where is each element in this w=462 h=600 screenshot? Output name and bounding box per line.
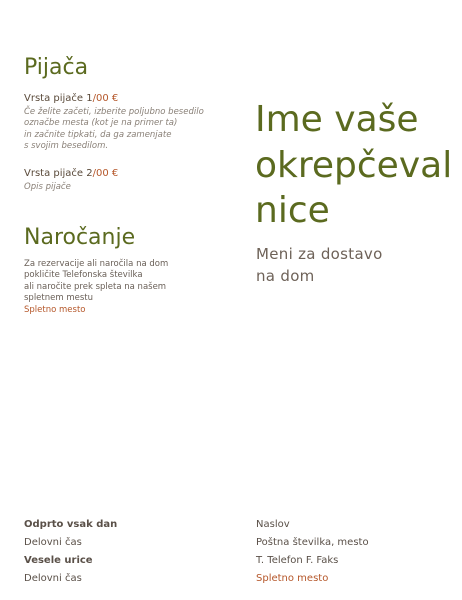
restaurant-name: Ime vaše okrepčeval nice (255, 99, 453, 232)
hours-value-happy: Delovni čas (24, 573, 82, 584)
ordering-section-title: Naročanje (24, 225, 136, 250)
contact-phone-fax: T. Telefon F. Faks (256, 555, 339, 566)
drink-item-price: /00 € (92, 93, 119, 104)
ordering-website-link[interactable]: Spletno mesto (24, 304, 86, 315)
hours-value-open: Delovni čas (24, 537, 82, 548)
hours-label-open: Odprto vsak dan (24, 519, 118, 530)
drink-item-name: Vrsta pijače 1/00 € (24, 93, 119, 104)
drinks-section-title: Pijača (24, 55, 89, 80)
contact-address: Naslov (256, 519, 290, 530)
contact-postal: Poštna številka, mesto (256, 537, 369, 548)
contact-block (256, 516, 369, 588)
drink-item-description: Opis pijače (24, 182, 71, 192)
hours-block (24, 516, 117, 588)
hours-label-happy: Vesele urice (24, 555, 93, 566)
contact-website-link[interactable]: Spletno mesto (256, 573, 329, 584)
drink-item-price: /00 € (92, 168, 119, 179)
ordering-text: Za rezervacije ali naročila na dom pokličite Telefonska številka ali naročite prek spleta na našem spletnem mestu (24, 259, 169, 304)
drink-item-description: Če želite začeti, izberite poljubno besedilo označbe mesta (kot je na primer ta) in začnite tipkati, da ga zamenjate s svojim besedilom. (24, 107, 204, 152)
drink-item-name: Vrsta pijače 2/00 € (24, 168, 119, 179)
menu-subtitle: Meni za dostavo na dom (256, 245, 383, 285)
ordering-block (24, 259, 224, 315)
drink-item (24, 93, 224, 153)
drink-item (24, 168, 224, 193)
